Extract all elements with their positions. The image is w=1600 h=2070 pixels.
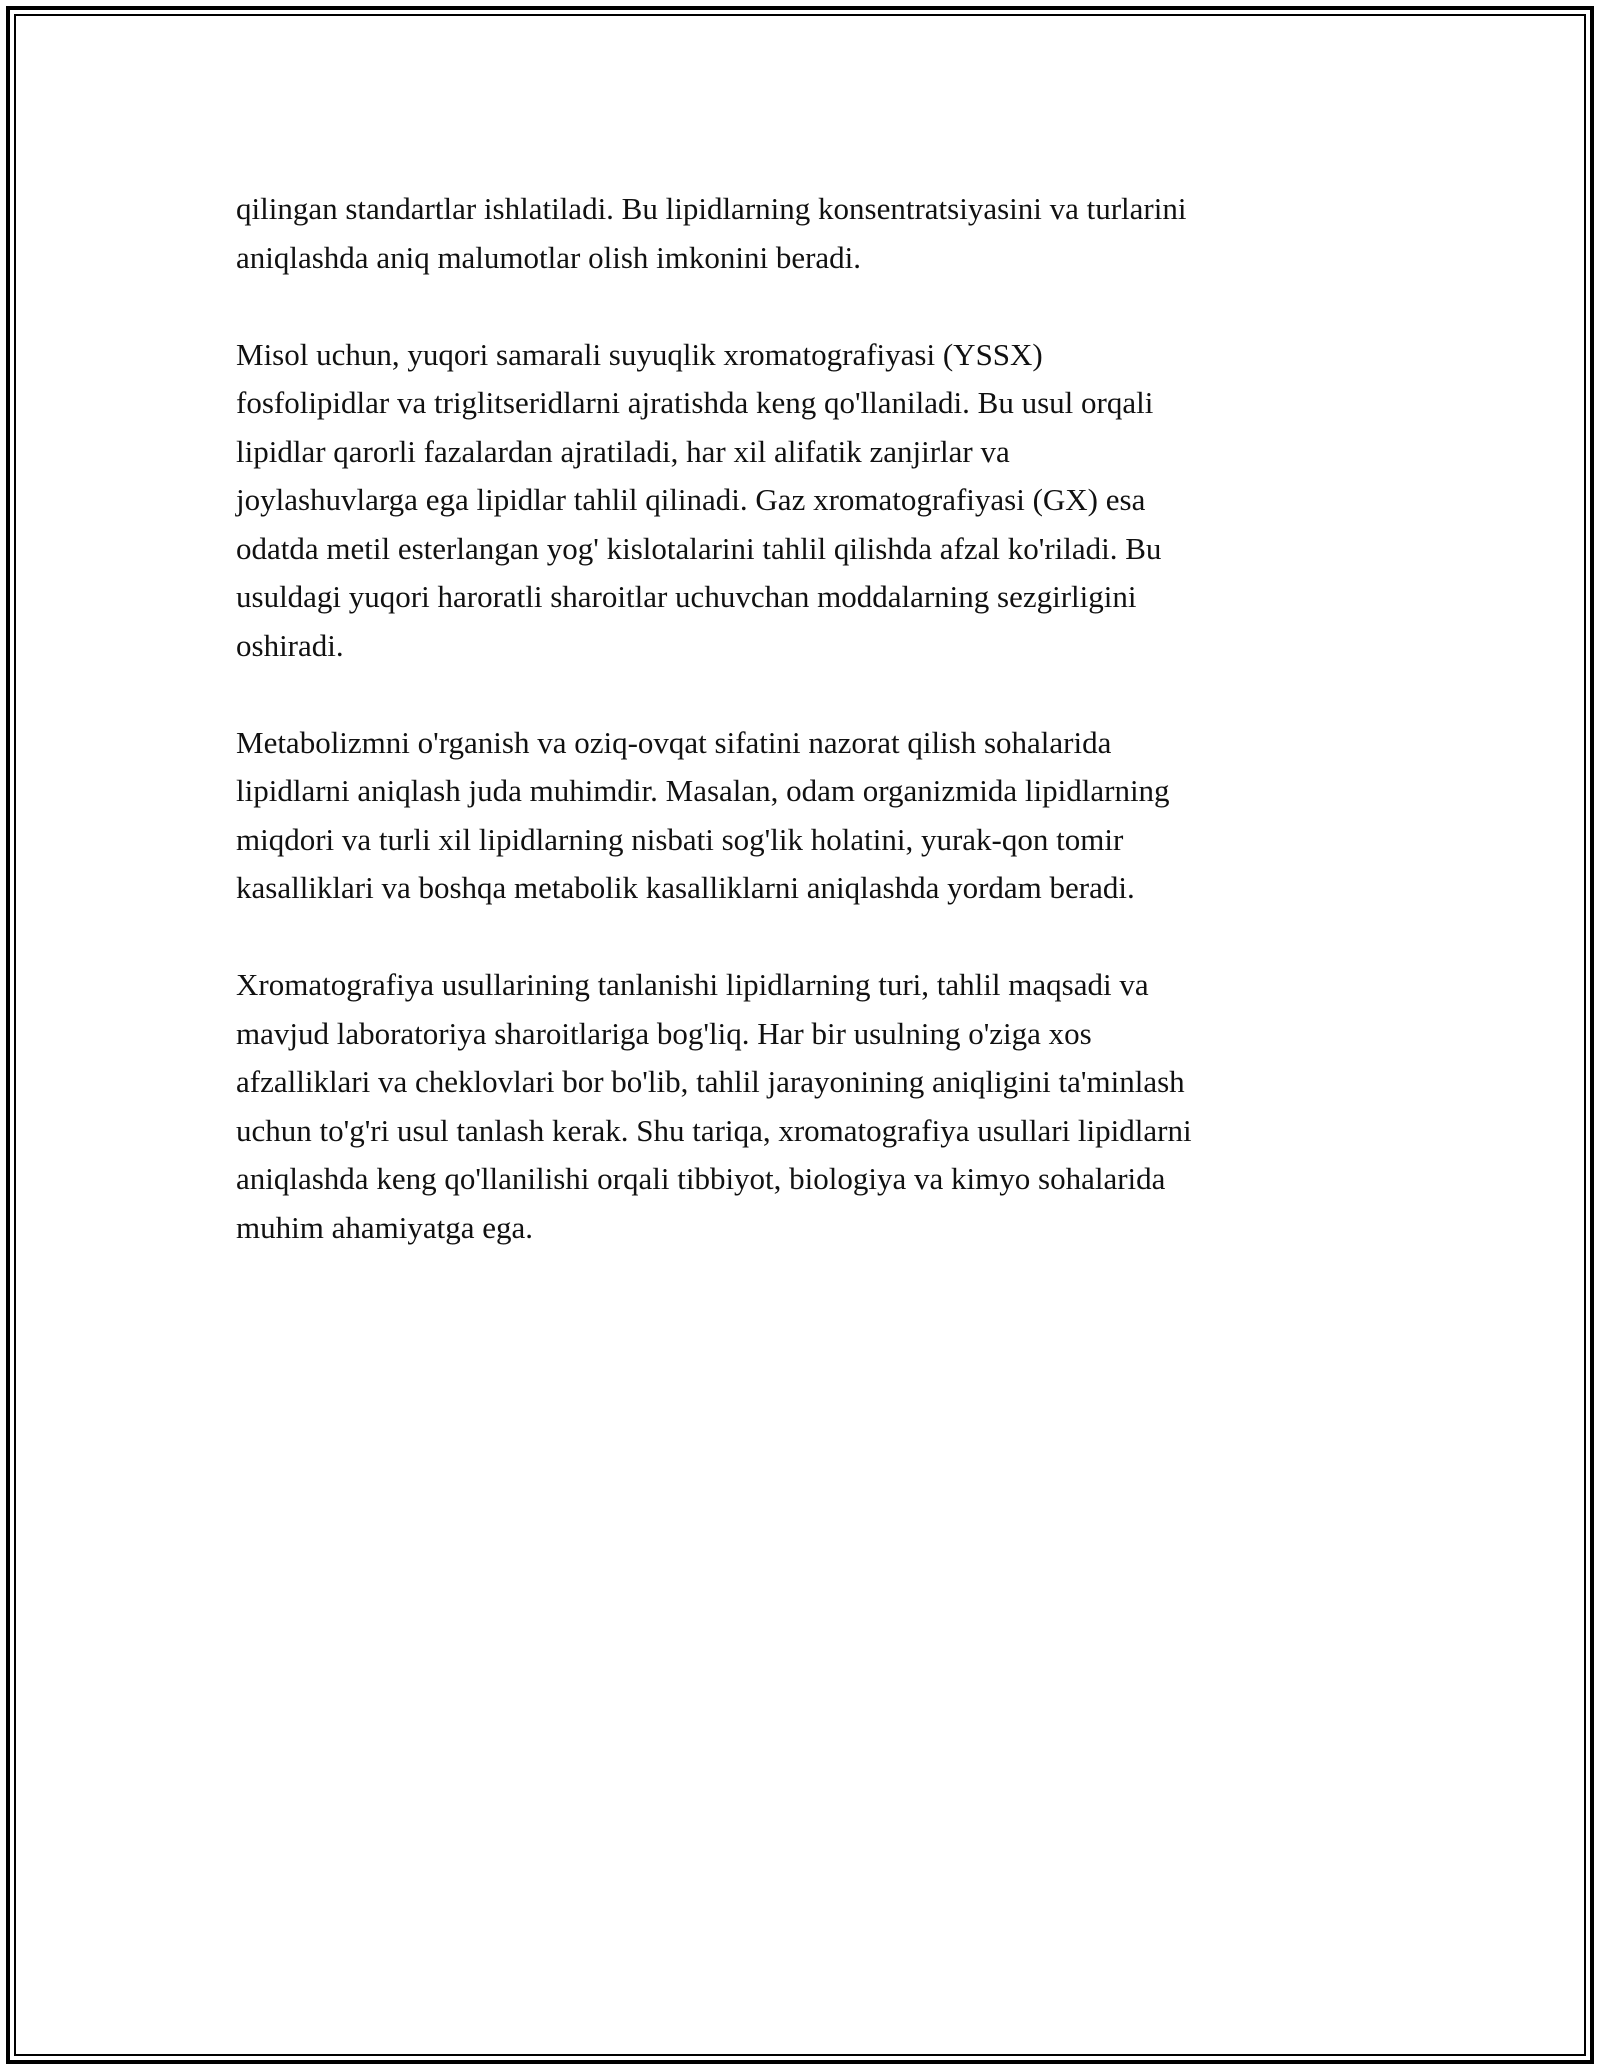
paragraph-metabolism: Metabolizmni o'rganish va oziq-ovqat sifatini nazorat qilish sohalarida lipidlarni aniqlash juda muhimdir. Masalan, odam organizmida lipidlarning miqdori va turli xil lipidlarning nisbati sog'lik holatini, yurak-qon tomir kasalliklari va boshqa metabolik kasalliklarni aniqlashda yordam beradi. bbox=[236, 724, 1170, 905]
document-body bbox=[236, 185, 1376, 1252]
paragraph-standards: qilingan standartlar ishlatiladi. Bu lipidlarning konsentratsiyasini va turlarini aniqlashda aniq malumotlar olish imkonini beradi. bbox=[236, 191, 1187, 275]
paragraph-hplc-gc: Misol uchun, yuqori samarali suyuqlik xromatografiyasi (YSSX) fosfolipidlar va triglitseridlarni ajratishda keng qo'llaniladi. Bu usul orqali lipidlar qarorli fazalardan ajratiladi, har xil alifatik zanjirlar va joylashuvlarga ega lipidlar tahlil qilinadi. Gaz xromatografiyasi (GX) esa odatda metil esterlangan yog' kislotalarini tahlil qilishda afzal ko'riladi. Bu usuldagi yuqori haroratli sharoitlar uchuvchan moddalarning sezgirligini oshiradi. bbox=[236, 336, 1162, 663]
paragraph-method-selection: Xromatografiya usullarining tanlanishi lipidlarning turi, tahlil maqsadi va mavjud laboratoriya sharoitlariga bog'liq. Har bir usulning o'ziga xos afzalliklari va cheklovlari bor bo'lib, tahlil jarayonining aniqligini ta'minlash uchun to'g'ri usul tanlash kerak. Shu tariqa, xromatografiya usullari lipidlarni aniqlashda keng qo'llanilishi orqali tibbiyot, biologiya va kimyo sohalarida muhim ahamiyatga ega. bbox=[236, 967, 1192, 1245]
